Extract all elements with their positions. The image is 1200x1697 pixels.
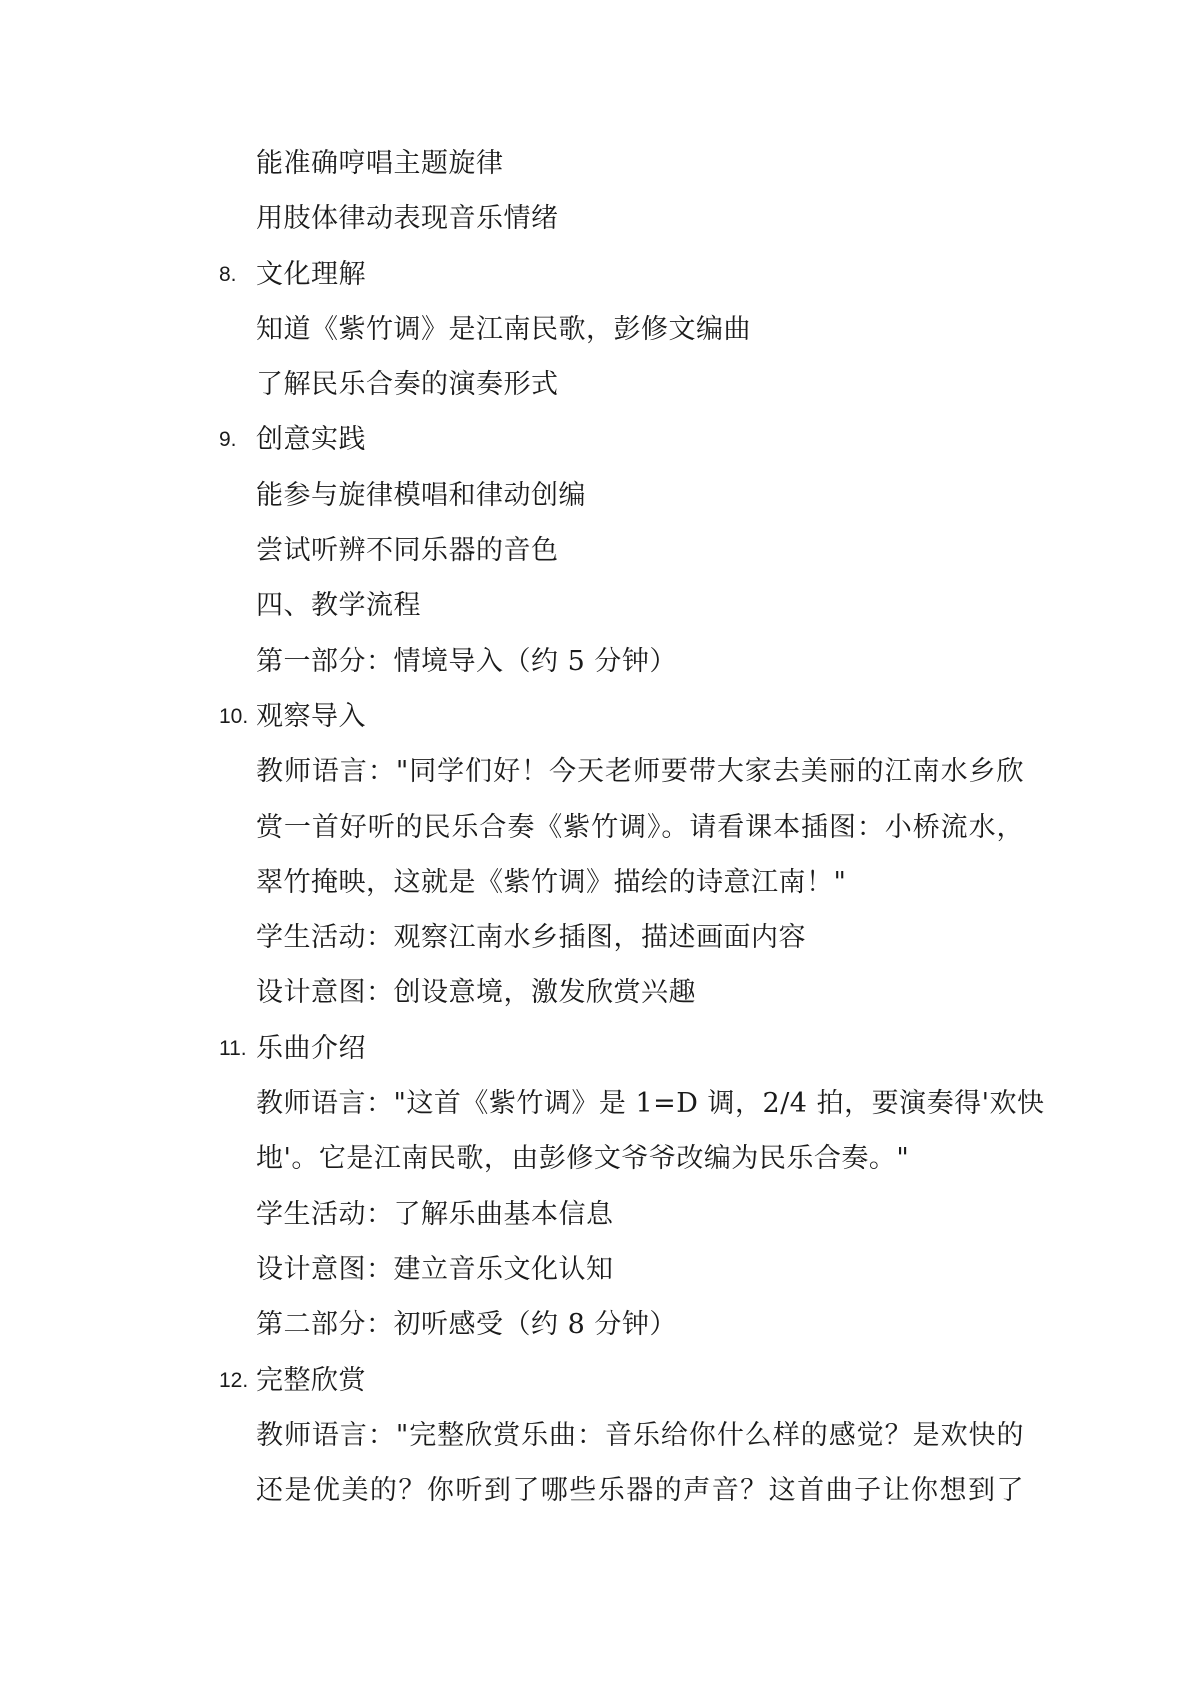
line-text: 教师语言："同学们好！今天老师要带大家去美丽的江南水乡欣 bbox=[256, 756, 1024, 788]
line-text: 尝试听辨不同乐器的音色 bbox=[256, 535, 559, 567]
list-heading-text: 文化理解 bbox=[256, 258, 366, 290]
text-line bbox=[0, 800, 1200, 855]
list-heading-text: 观察导入 bbox=[256, 700, 366, 732]
list-heading-text: 创意实践 bbox=[256, 424, 366, 456]
text-line bbox=[0, 136, 1200, 191]
line-text: 学生活动：了解乐曲基本信息 bbox=[256, 1198, 614, 1230]
line-text: 设计意图：建立音乐文化认知 bbox=[256, 1253, 614, 1285]
list-heading bbox=[0, 412, 1200, 467]
list-heading bbox=[0, 1021, 1200, 1076]
line-text: 教师语言："完整欣赏乐曲：音乐给你什么样的感觉？是欢快的 bbox=[256, 1419, 1024, 1451]
list-heading bbox=[0, 247, 1200, 302]
line-text: 教师语言："这首《紫竹调》是 1=D 调，2/4 拍，要演奏得'欢快 bbox=[256, 1088, 1045, 1120]
part-heading-text: 第二部分：初听感受（约 8 分钟） bbox=[256, 1309, 677, 1341]
text-line bbox=[0, 1076, 1200, 1131]
text-line bbox=[0, 468, 1200, 523]
text-line bbox=[0, 191, 1200, 246]
line-text: 学生活动：观察江南水乡插图，描述画面内容 bbox=[256, 922, 806, 954]
list-number: 12. bbox=[219, 1368, 249, 1392]
text-line bbox=[0, 1131, 1200, 1186]
text-line bbox=[0, 1242, 1200, 1297]
text-line bbox=[0, 302, 1200, 357]
line-text: 能参与旋律模唱和律动创编 bbox=[256, 479, 586, 511]
list-heading-text: 完整欣赏 bbox=[256, 1364, 366, 1396]
list-number: 8. bbox=[219, 262, 237, 286]
section-heading-text: 四、教学流程 bbox=[256, 590, 421, 622]
line-text: 知道《紫竹调》是江南民歌，彭修文编曲 bbox=[256, 313, 751, 345]
part-heading bbox=[0, 634, 1200, 689]
section-heading bbox=[0, 578, 1200, 633]
text-line bbox=[0, 965, 1200, 1020]
text-line bbox=[0, 744, 1200, 799]
list-heading bbox=[0, 1353, 1200, 1408]
line-text: 设计意图：创设意境，激发欣赏兴趣 bbox=[256, 977, 696, 1009]
text-line bbox=[0, 910, 1200, 965]
document-body bbox=[0, 136, 1200, 1518]
list-heading-text: 乐曲介绍 bbox=[256, 1032, 366, 1064]
line-text: 翠竹掩映，这就是《紫竹调》描绘的诗意江南！" bbox=[256, 866, 847, 898]
list-number: 9. bbox=[219, 428, 237, 452]
text-line bbox=[0, 1187, 1200, 1242]
text-line bbox=[0, 1463, 1200, 1518]
list-number: 11. bbox=[219, 1036, 247, 1060]
list-heading bbox=[0, 689, 1200, 744]
text-line bbox=[0, 1408, 1200, 1463]
line-text: 还是优美的？你听到了哪些乐器的声音？这首曲子让你想到了 bbox=[256, 1475, 1024, 1507]
text-line bbox=[0, 357, 1200, 412]
line-text: 用肢体律动表现音乐情绪 bbox=[256, 203, 559, 235]
line-text: 了解民乐合奏的演奏形式 bbox=[256, 369, 559, 401]
text-line bbox=[0, 523, 1200, 578]
line-text: 能准确哼唱主题旋律 bbox=[256, 148, 504, 179]
part-heading-text: 第一部分：情境导入（约 5 分钟） bbox=[256, 645, 677, 677]
text-line bbox=[0, 855, 1200, 910]
list-number: 10. bbox=[219, 704, 249, 728]
line-text: 地'。它是江南民歌，由彭修文爷爷改编为民乐合奏。" bbox=[256, 1143, 910, 1175]
part-heading bbox=[0, 1297, 1200, 1352]
line-text: 赏一首好听的民乐合奏《紫竹调》。请看课本插图：小桥流水， bbox=[256, 811, 1024, 843]
